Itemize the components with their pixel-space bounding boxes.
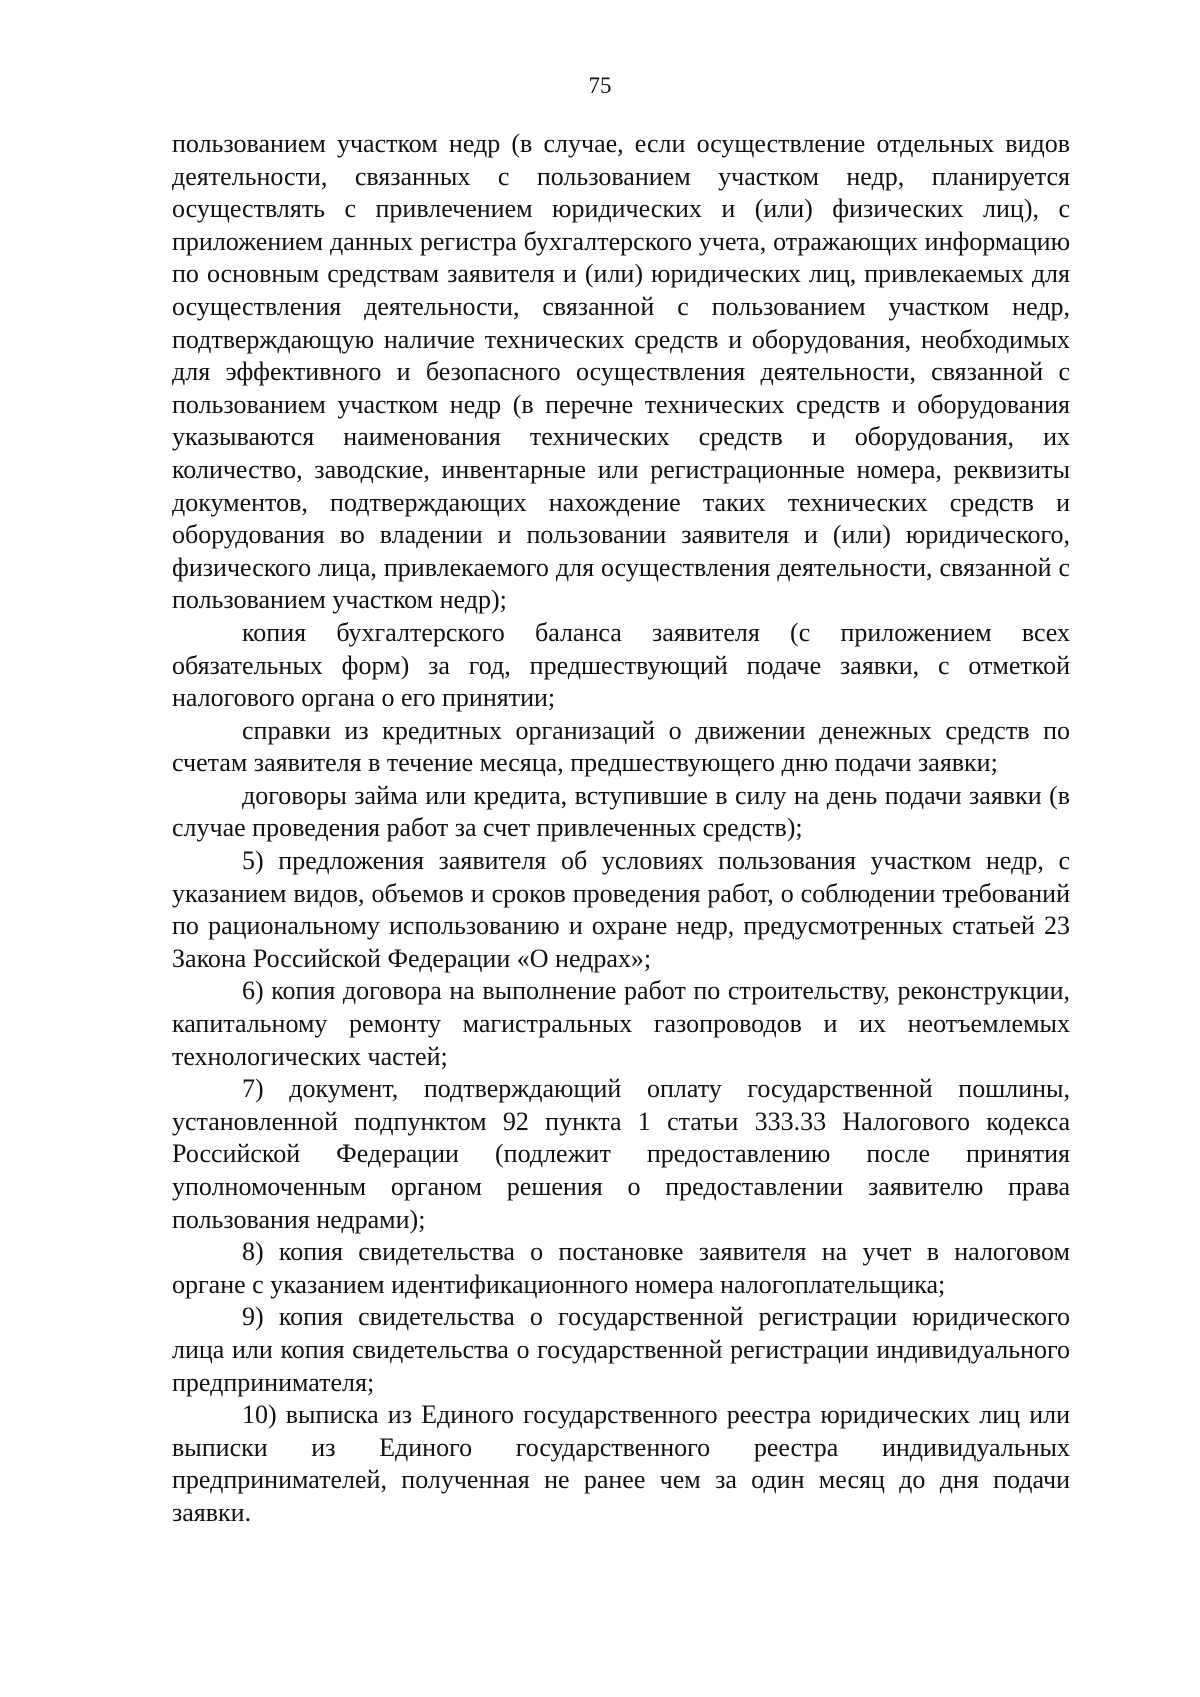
paragraph-loan-agreements: договоры займа или кредита, вступившие в силу на день подачи заявки (в случае проведения работ за счет привлеченных средств); [172, 780, 1070, 843]
paragraph-item-7: 7) документ, подтверждающий оплату государственной пошлины, установленной подпунктом 92 пункта 1 статьи 333.33 Налогового кодекса Российской Федерации (подлежит предоставлению после принятия уполномоченным органом решения о предоставлении заявителю права пользования недрами); [172, 1074, 1070, 1234]
paragraph-continuation: пользованием участком недр (в случае, если осуществление отдельных видов деятельности, связанных с пользованием участком недр, планируется осуществлять с привлечением юридических и (или) физических лиц), с приложением данных регистра бухгалтерского учета, отражающих информацию по основным средствам заявителя и (или) юридических лиц, привлекаемых для осуществления деятельности, связанной с пользованием участком недр, подтверждающую наличие технических средств и оборудования, необходимых для эффективного и безопасного осуществления деятельности, связанной с пользованием участком недр (в перечне технических средств и оборудования указываются наименования технических средств и оборудования, их количество, заводские, инвентарные или регистрационные номера, реквизиты документов, подтверждающих нахождение таких технических средств и оборудования во владении и пользовании заявителя и (или) юридического, физического лица, привлекаемого для осуществления деятельности, связанной с пользованием участком недр); [172, 129, 1070, 615]
paragraph-item-5: 5) предложения заявителя об условиях пользования участком недр, с указанием видов, объемов и сроков проведения работ, о соблюдении требований по рациональному использованию и охране недр, предусмотренных статьей 23 Закона Российской Федерации «О недрах»; [172, 846, 1070, 973]
paragraph-item-9: 9) копия свидетельства о государственной регистрации юридического лица или копия свидетельства о государственной регистрации индивидуального предпринимателя; [172, 1302, 1070, 1397]
paragraph-balance-sheet: копия бухгалтерского баланса заявителя (с приложением всех обязательных форм) за год, предшествующий подаче заявки, с отметкой налогового органа о его принятии; [172, 617, 1070, 713]
document-body [172, 128, 1070, 1530]
page-number: 75 [588, 73, 612, 98]
paragraph-item-10: 10) выписка из Единого государственного реестра юридических лиц или выписки из Единого государственного реестра индивидуальных предпринимателей, полученная не ранее чем за один месяц до дня подачи заявки. [172, 1400, 1070, 1527]
paragraph-bank-statements: справки из кредитных организаций о движении денежных средств по счетам заявителя в течение месяца, предшествующего дню подачи заявки; [172, 715, 1070, 778]
paragraph-item-6: 6) копия договора на выполнение работ по строительству, реконструкции, капитальному ремонту магистральных газопроводов и их неотъемлемых технологических частей; [172, 976, 1070, 1071]
paragraph-item-8: 8) копия свидетельства о постановке заявителя на учет в налоговом органе с указанием идентификационного номера налогоплательщика; [172, 1237, 1070, 1299]
